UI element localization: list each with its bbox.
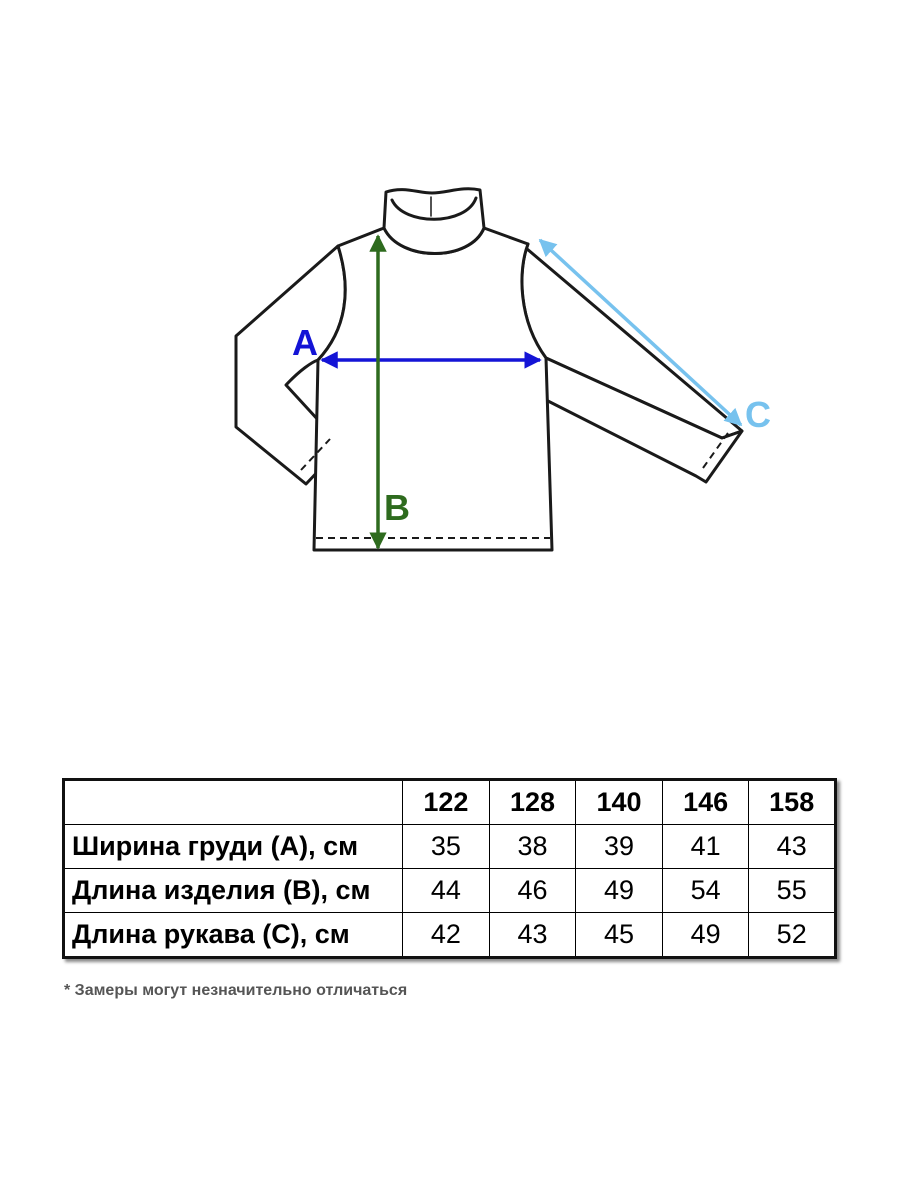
table-cell: 55 <box>749 869 836 913</box>
body <box>314 228 552 550</box>
table-cell: 49 <box>576 869 663 913</box>
size-header: 140 <box>576 780 663 825</box>
size-chart-table <box>62 778 837 959</box>
footnote: * Замеры могут незначительно отличаться <box>64 982 408 999</box>
label-a: A <box>292 322 318 363</box>
sweater-outline <box>236 189 742 550</box>
row-label: Длина рукава (C), см <box>64 913 403 958</box>
table-cell: 43 <box>489 913 576 958</box>
collar <box>384 189 484 254</box>
table-cell: 44 <box>403 869 490 913</box>
table-cell: 35 <box>403 825 490 869</box>
size-header: 122 <box>403 780 490 825</box>
table-row <box>64 913 836 958</box>
label-b: B <box>384 487 410 528</box>
size-header: 158 <box>749 780 836 825</box>
table-cell: 39 <box>576 825 663 869</box>
header-empty-cell <box>64 780 403 825</box>
size-header: 128 <box>489 780 576 825</box>
table-header-row <box>64 780 836 825</box>
size-header: 146 <box>662 780 749 825</box>
label-c: C <box>745 394 771 435</box>
row-label: Ширина груди (A), см <box>64 825 403 869</box>
table-cell: 38 <box>489 825 576 869</box>
table-cell: 43 <box>749 825 836 869</box>
table-cell: 46 <box>489 869 576 913</box>
table-row <box>64 869 836 913</box>
table-cell: 45 <box>576 913 663 958</box>
table-cell: 42 <box>403 913 490 958</box>
table-row <box>64 825 836 869</box>
table-cell: 54 <box>662 869 749 913</box>
row-label: Длина изделия (B), см <box>64 869 403 913</box>
table-cell: 52 <box>749 913 836 958</box>
table-cell: 41 <box>662 825 749 869</box>
table-cell: 49 <box>662 913 749 958</box>
